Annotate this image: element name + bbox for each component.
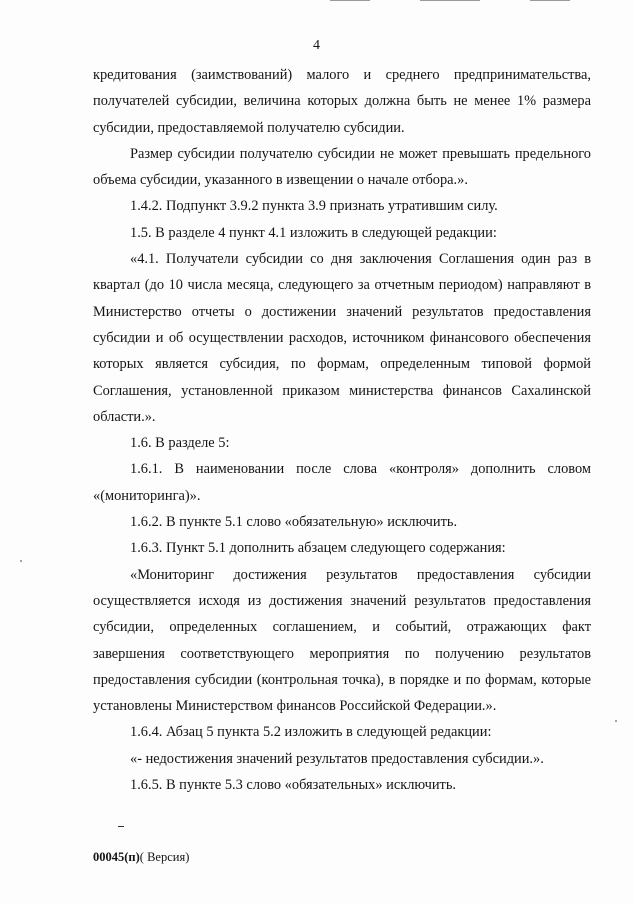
footer-document-code: 00045(п): [93, 850, 140, 864]
paragraph-nonachievement-quote: «- недостижения значений результатов предоставления субсидии.».: [130, 750, 544, 767]
footer-version-label: ( Версия): [139, 850, 190, 864]
paragraph-1-6-5: 1.6.5. В пункте 5.3 слово «обязательных» исключить.: [130, 777, 456, 794]
scan-speck: [20, 560, 22, 562]
paragraph-1-6-2: 1.6.2. В пункте 5.1 слово «обязательную» исключить.: [130, 514, 458, 531]
footer: [93, 850, 189, 865]
paragraph-1-6-4: 1.6.4. Абзац 5 пункта 5.2 изложить в следующей редакции:: [130, 724, 492, 741]
paragraph-4-1-quote: «4.1. Получатели субсидии со дня заключения Соглашения один раз в квартал (до 10 числа месяца, следующего за отчетным периодом) направляют в Министерство отчеты о достижении значений результатов предоставления субсидии и об осуществлении расходов, источником финансового обеспечения которых является субсидия, по формам, определенным типовой формой Соглашения, установленной приказом министерства финансов Сахалинской области.».: [93, 251, 591, 425]
paragraph-continuation: кредитования (заимствований) малого и среднего предпринимательства, получателей субсидии, величина которых должна быть не менее 1% размера субсидии, предоставляемой получателю субсидии.: [93, 67, 591, 136]
scan-edge-line: [420, 0, 480, 1]
paragraph-monitoring-quote: «Мониторинг достижения результатов предоставления субсидии осуществляется исходя из достижения значений результатов предоставления субсидии, определенных соглашением, и событий, отражающих факт завершения соответствующего мероприятия по получению результатов предоставления субсидии (контрольная точка), в порядке и по формам, которые установлены Министерством финансов Российской Федерации.».: [93, 566, 591, 715]
scan-mark: [118, 826, 124, 827]
paragraph-1-4-2: 1.4.2. Подпункт 3.9.2 пункта 3.9 признать утратившим силу.: [130, 198, 498, 215]
paragraph-1-6-3: 1.6.3. Пункт 5.1 дополнить абзацем следующего содержания:: [130, 540, 506, 557]
paragraph-subsidy-size: Размер субсидии получателю субсидии не может превышать предельного объема субсидии, указанного в извещении о начале отбора.».: [93, 145, 591, 189]
scan-edge-line: [330, 0, 370, 1]
paragraph-1-6-1: 1.6.1. В наименовании после слова «контроля» дополнить словом «(мониторинга)».: [93, 461, 591, 504]
document-body: [93, 62, 591, 798]
page-number: 4: [313, 38, 320, 53]
scan-edge-line: [530, 0, 570, 1]
paragraph-1-5: 1.5. В разделе 4 пункт 4.1 изложить в следующей редакции:: [130, 224, 497, 241]
paragraph-1-6: 1.6. В разделе 5:: [130, 435, 230, 452]
scan-speck: [615, 720, 617, 722]
